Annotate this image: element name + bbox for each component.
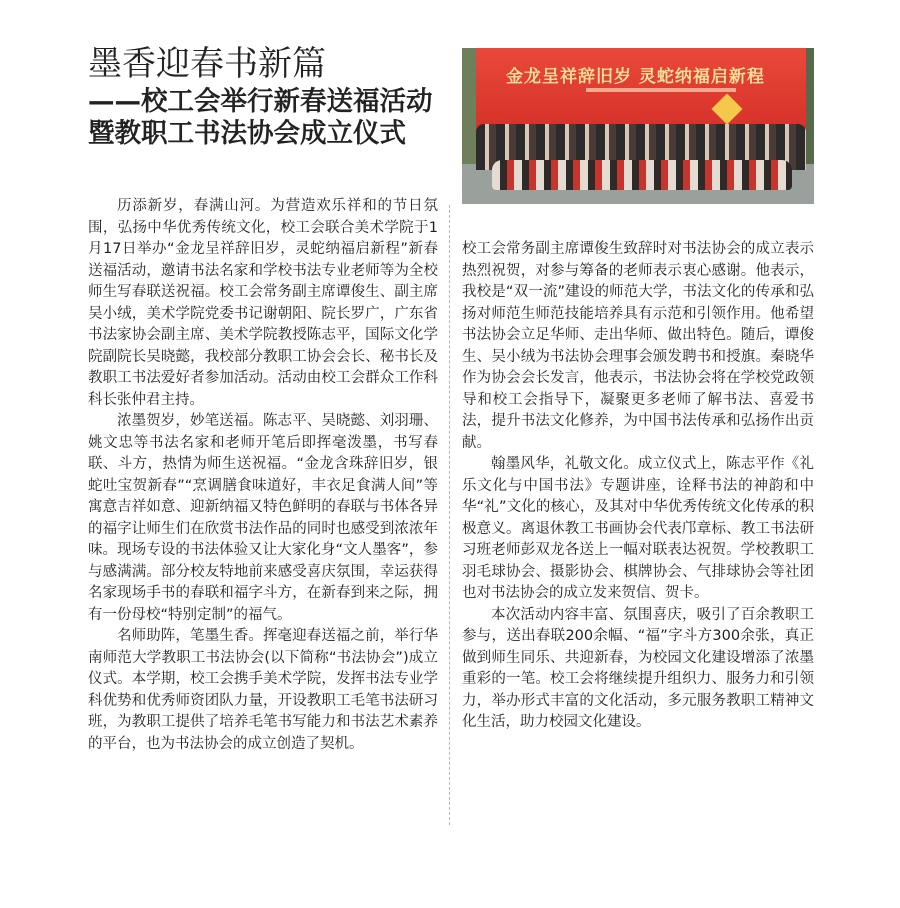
paragraph-3-continued: 校工会常务副主席谭俊生致辞时对书法协会的成立表示热烈祝贺，对参与筹备的老师表示衷心感谢。他表示，我校是“双一流”建设的师范大学，书法文化的传承和弘扬对师范生师范技能培养具有示范和引领作用。他希望书法协会立足华师、走出华师、做出特色。随后，谭俊生、吴小绒为书法协会理事会颁发聘书和授旗。秦晓华作为协会会长发言，他表示，书法协会将在学校党政领导和校工会指导下，凝聚更多老师了解书法、喜爱书法，提升书法文化修养，为中国书法传承和弘扬作出贡献。 [462,241,814,451]
photo-banner-text: 金龙呈祥辞旧岁 灵蛇纳福启新程 [506,67,765,87]
fu-character-icon [711,93,742,124]
paragraph-5: 本次活动内容丰富、氛围喜庆，吸引了百余教职工参与，送出春联200余幅、“福”字斗方300余张，真正做到师生同乐、共迎新春，为校园文化建设增添了浓墨重彩的一笔。校工会将继续提升组织力、服务力和引领力，举办形式丰富的文化活动，多元服务教职工精神文化生活，助力校园文化建设。 [462,606,814,730]
paragraph-1: 历添新岁，春满山河。为营造欢乐祥和的节日氛围，弘扬中华优秀传统文化，校工会联合美术学院于1月17日举办“金龙呈祥辞旧岁，灵蛇纳福启新程”新春送福活动，邀请书法名家和学校书法专业老师等为全校师生写春联送祝福。校工会常务副主席谭俊生、副主席吴小绒，美术学院党委书记谢朝阳、院长罗广，广东省书法家协会副主席、美术学院教授陈志平，国际文化学院副院长吴晓懿，我校部分教职工协会会长、秘书长及教职工书法爱好者参加活动。活动由校工会群众工作科科长张仲君主持。 [88,198,438,408]
article-title: 墨香迎春书新篇 [88,44,326,84]
photo-banner-subline [586,88,736,92]
photo-crowd-front-row [492,160,792,190]
paragraph-4: 翰墨风华，礼敬文化。成立仪式上，陈志平作《礼乐文化与中国书法》专题讲座，诠释书法的神韵和中华“礼”文化的核心，及其对中华优秀传统文化传承的积极意义。离退休教工书画协会代表邝章标、教工书法研习班老师彭双龙各送上一幅对联表达祝贺。学校教职工羽毛球协会、摄影协会、棋牌协会、气排球协会等社团也对书法协会的成立发来贺信、贺卡。 [462,456,814,601]
paragraph-3: 名师助阵，笔墨生香。挥毫迎春送福之前，举行华南师范大学教职工书法协会(以下简称“书法协会”)成立仪式。本学期，校工会携手美术学院，发挥书法专业学科优势和优秀师资团队力量，开设教职工毛笔书法研习班，为教职工提供了培养毛笔书写能力和书法艺术素养的平台，也为书法协会的成立创造了契机。 [88,628,438,752]
article-column-right [462,239,814,734]
group-photo [462,48,814,204]
article-column-left [88,196,438,755]
column-divider [449,205,450,825]
paragraph-2: 浓墨贺岁，妙笔送福。陈志平、吴晓懿、刘羽珊、姚文忠等书法名家和老师开笔后即挥毫泼墨，书写春联、斗方，热情为师生送祝福。“金龙含珠辞旧岁，银蛇吐宝贺新春”“烹调膳食味道好，丰衣足食满人间”等寓意吉祥如意、迎新纳福又特色鲜明的春联与书体各异的福字让师生们在欣赏书法作品的同时也感受到浓浓年味。现场专设的书法体验又让大家化身“文人墨客”，参与感满满。部分校友特地前来感受喜庆氛围，幸运获得名家现场手书的春联和福字斗方，在新春到来之际，拥有一份母校“特别定制”的福气。 [88,413,438,623]
article-subtitle: ——校工会举行新春送福活动暨教职工书法协会成立仪式 [88,86,433,149]
